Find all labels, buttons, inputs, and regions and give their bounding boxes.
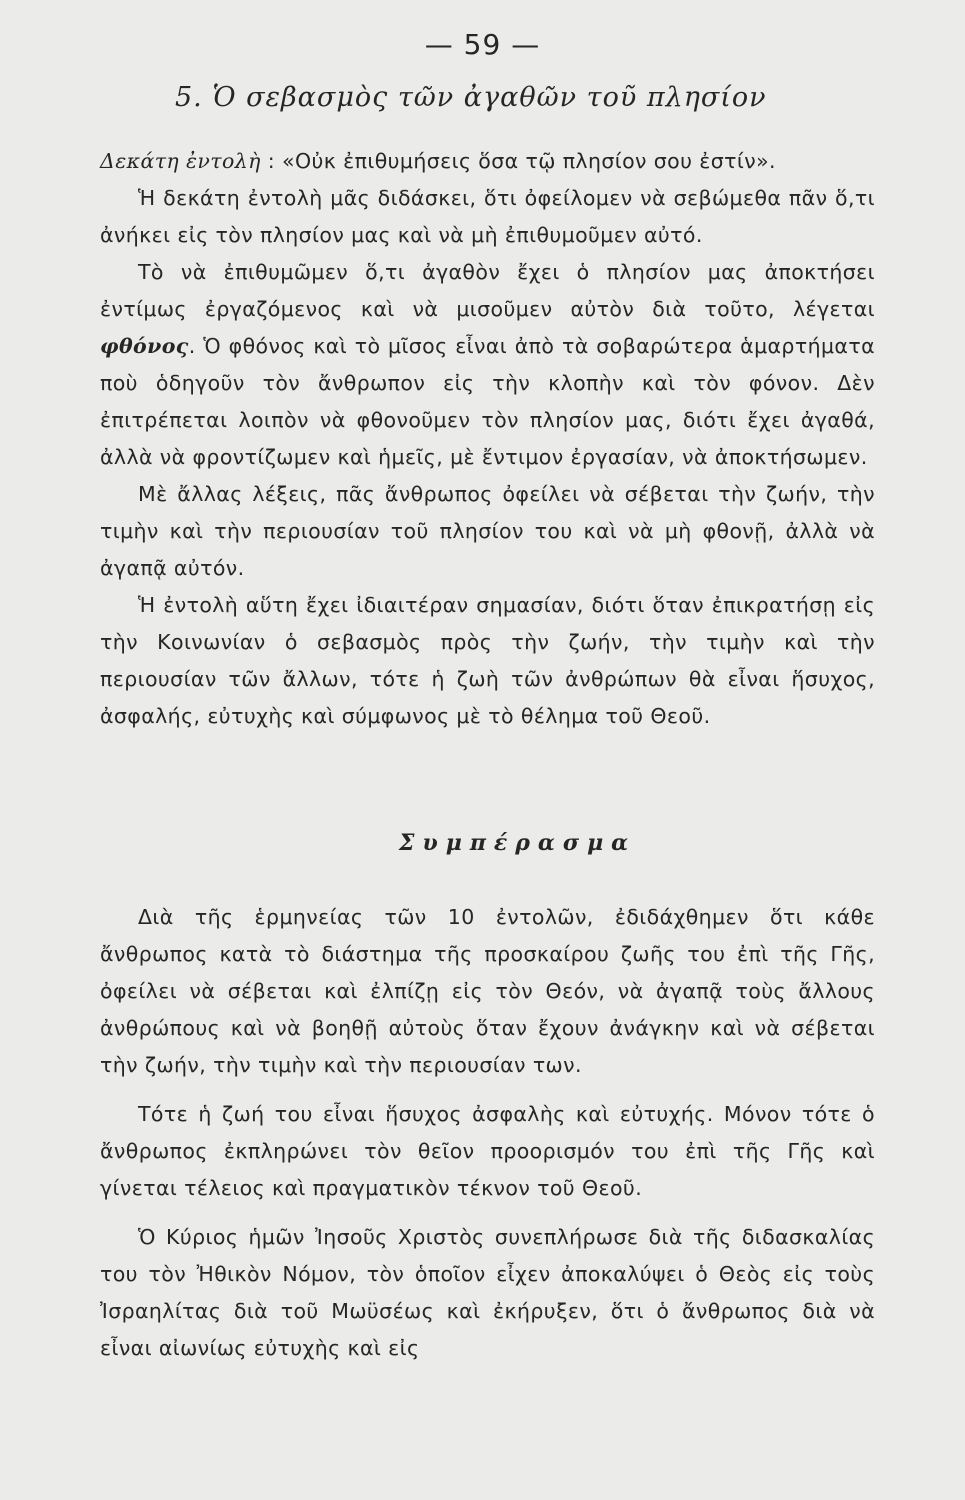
paragraph-text: Τὸ νὰ ἐπιθυμῶμεν ὅ,τι ἀγαθὸν ἔχει ὁ πλησίον μας ἀποκτήσει ἐντίμως ἐργαζόμενος καὶ νὰ μισοῦμεν αὐτὸν διὰ τοῦτο, λέγεται bbox=[100, 260, 875, 321]
paragraph: Ἡ δεκάτη ἐντολὴ μᾶς διδάσκει, ὅτι ὀφείλομεν νὰ σεβώμεθα πᾶν ὅ,τι ἀνήκει εἰς τὸν πλησίον μας καὶ νὰ μὴ ἐπιθυμοῦμεν αὐτό. bbox=[100, 186, 875, 247]
conclusion-heading: Συμπέρασμα bbox=[398, 830, 637, 856]
section-body bbox=[100, 143, 875, 735]
page-number: — 59 — bbox=[424, 28, 541, 61]
section-title: 5. Ὁ σεβασμὸς τῶν ἀγαθῶν τοῦ πλησίον bbox=[175, 82, 767, 113]
commandment-quote bbox=[100, 143, 875, 180]
paragraph: Τότε ἡ ζωή του εἶναι ἥσυχος ἀσφαλὴς καὶ εὐτυχής. Μόνον τότε ὁ ἄνθρωπος ἐκπληρώνει τὸν θεῖον προορισμόν του ἐπὶ τῆς Γῆς καὶ γίνεται τέλειος καὶ πραγματικὸν τέκνον τοῦ Θεοῦ. bbox=[100, 1102, 875, 1200]
paragraph: Διὰ τῆς ἑρμηνείας τῶν 10 ἐντολῶν, ἐδιδάχθημεν ὅτι κάθε ἄνθρωπος κατὰ τὸ διάστημα τῆς προσκαίρου ζωῆς του ἐπὶ τῆς Γῆς, ὀφείλει νὰ σέβεται καὶ ἐλπίζῃ εἰς τὸν Θεόν, νὰ ἀγαπᾷ τοὺς ἄλλους ἀνθρώπους καὶ νὰ βοηθῇ αὐτοὺς ὅταν ἔχουν ἀνάγκην καὶ νὰ σέβεται τὴν ζωήν, τὴν τιμὴν καὶ τὴν περιουσίαν των. bbox=[100, 905, 875, 1077]
paragraph: Μὲ ἄλλας λέξεις, πᾶς ἄνθρωπος ὀφείλει νὰ σέβεται τὴν ζωήν, τὴν τιμὴν καὶ τὴν περιουσίαν τοῦ πλησίον του καὶ νὰ μὴ φθονῇ, ἀλλὰ νὰ ἀγαπᾷ αὐτόν. bbox=[100, 482, 875, 580]
commandment-text: : «Οὐκ ἐπιθυμήσεις ὅσα τῷ πλησίον σου ἐστίν». bbox=[267, 149, 776, 173]
conclusion-body bbox=[100, 899, 875, 1379]
commandment-label: Δεκάτη ἐντολὴ bbox=[100, 149, 261, 173]
emphasized-term: φθόνος bbox=[100, 334, 189, 358]
paragraph: Ὁ Κύριος ἡμῶν Ἰησοῦς Χριστὸς συνεπλήρωσε διὰ τῆς διδασκαλίας του τὸν Ἠθικὸν Νόμον, τὸν ὁποῖον εἶχεν ἀποκαλύψει ὁ Θεὸς εἰς τοὺς Ἰσραηλίτας διὰ τοῦ Μωϋσέως καὶ ἐκήρυξεν, ὅτι ὁ ἄνθρωπος διὰ νὰ εἶναι αἰωνίως εὐτυχὴς καὶ εἰς bbox=[100, 1225, 875, 1360]
paragraph: Ἡ ἐντολὴ αὕτη ἔχει ἰδιαιτέραν σημασίαν, διότι ὅταν ἐπικρατήσῃ εἰς τὴν Κοινωνίαν ὁ σεβασμὸς πρὸς τὴν ζωήν, τὴν τιμὴν καὶ τὴν περιουσίαν τῶν ἄλλων, τότε ἡ ζωὴ τῶν ἀνθρώπων θὰ εἶναι ἥσυχος, ἀσφαλής, εὐτυχὴς καὶ σύμφωνος μὲ τὸ θέλημα τοῦ Θεοῦ. bbox=[100, 593, 875, 728]
paragraph-text: . Ὁ φθόνος καὶ τὸ μῖσος εἶναι ἀπὸ τὰ σοβαρώτερα ἁμαρτήματα ποὺ ὁδηγοῦν τὸν ἄνθρωπον εἰς τὴν κλοπὴν καὶ τὸν φόνον. Δὲν ἐπιτρέπεται λοιπὸν νὰ φθονοῦμεν τὸν πλησίον μας, διότι ἔχει ἀγαθά, ἀλλὰ νὰ φροντίζωμεν καὶ ἡμεῖς, μὲ ἔντιμον ἐργασίαν, νὰ ἀποκτήσωμεν. bbox=[100, 334, 875, 469]
paragraph bbox=[100, 254, 875, 476]
